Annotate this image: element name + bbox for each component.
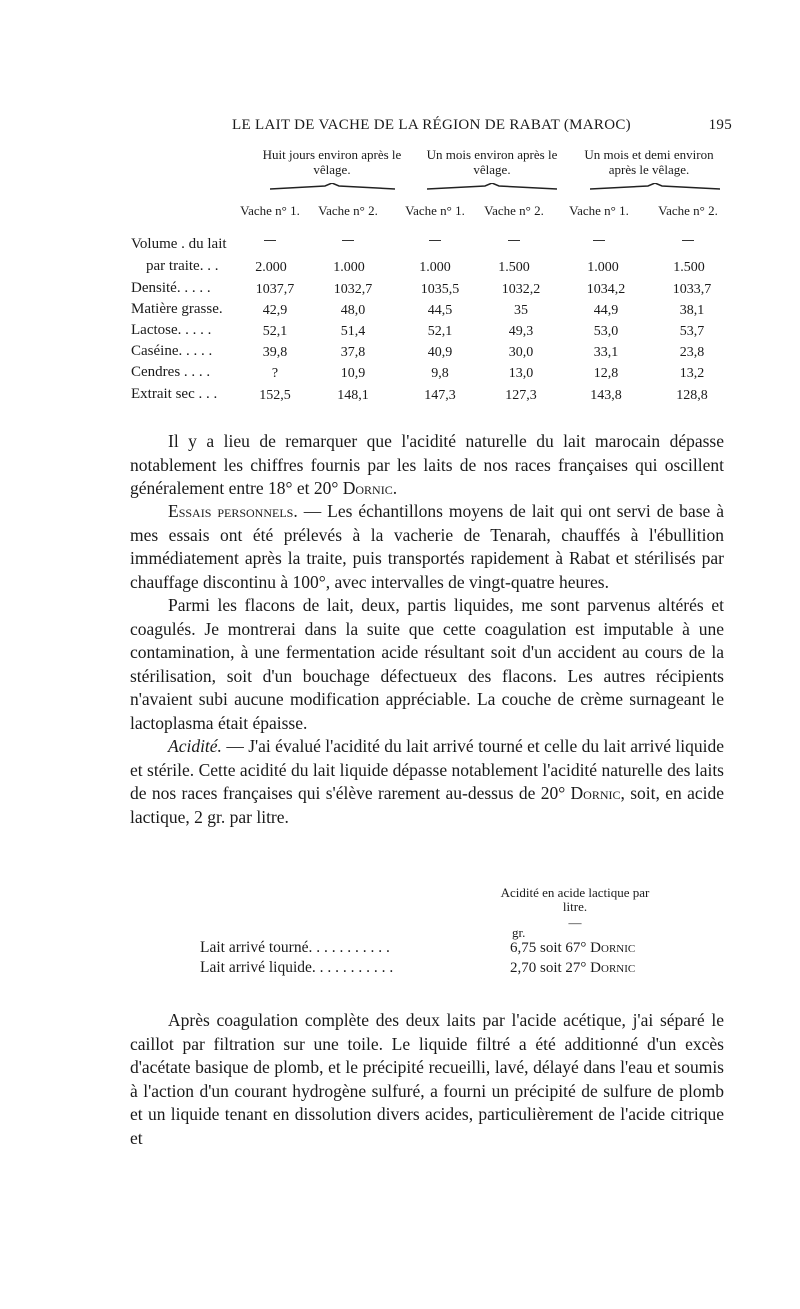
table-cell: 1.000 [333,260,365,275]
column-head-4: Vache n° 2. [484,203,544,218]
column-dash [682,240,694,241]
table-cell: 1.000 [587,260,619,275]
table-cell: 147,3 [424,388,456,403]
paragraph-text: soit, en acide lactique, 2 gr. par litre. [130,783,724,827]
paragraph-text: Après coagulation complète des deux laits par l'acide acétique, j'ai séparé le caillot par filtration sur une toile. Le liquide filtré a été additionné d'un excès d'acétate basique de plomb, et le précipité recueilli, lavé, délayé dans l'eau et soumis à l'action d'un courant hydrogène sulfuré, a fourni un précipité de sulfure de plomb et un liquide tenant en dissolution divers acides, particulièrement de l'acide citrique et [130,1010,724,1148]
page-number: 195 [708,117,732,133]
table-cell: 30,0 [508,345,534,360]
row-label: Caséine. . . . . [131,343,213,359]
acidity-row-value [510,960,635,977]
table-cell: 2.000 [255,260,287,275]
table-cell: ? [271,366,279,381]
row-label: par traite. . . [146,258,219,274]
section-heading: Essais personnels. [168,501,298,521]
table-cell: 127,3 [505,388,537,403]
paragraph-flacons: Parmi les flacons de lait, deux, partis liquides, me sont parvenus altérés et coagulés. Je montrerai dans la suite que cette coagulation est imputable à une contamination, à une fermentation acide résultant soit d'un accident au cours de la stérilisation, soit d'un bouchage défectueux des flacons. Les autres récipients n'avaient subi aucune modification appréciable. La couche de crème surnageant le lactoplasma était épaisse. [130,595,724,733]
paragraph-essais [130,500,724,829]
table-cell: 42,9 [262,303,288,318]
acidity-table-header [490,886,660,930]
group-heading-2: Un mois environ après le vêlage. [426,147,558,177]
brace-icon [590,183,720,191]
table-cell: 48,0 [340,303,366,318]
acidity-row-label: Lait arrivé liquide. . . . . . . . . . . [200,959,394,976]
row-label: Matière grasse. [131,301,223,317]
row-label: Volume . du lait [131,236,227,252]
row-label: Extrait sec . . . [131,386,218,402]
column-dash [593,240,605,241]
acidity-header-text: Acidité en acide lactique par litre. [500,885,650,914]
column-head-3: Vache n° 1. [405,203,465,218]
brace-icon [427,183,557,191]
table-cell: 39,8 [262,345,288,360]
table-cell: 44,9 [593,303,619,318]
table-cell: 52,1 [427,324,453,339]
table-cell: 10,9 [340,366,366,381]
row-label: Lactose. . . . . [131,322,212,338]
table-cell: 44,5 [427,303,453,318]
header-title: LE LAIT DE VACHE DE LA RÉGION DE RABAT (MAROC) [232,117,631,133]
column-head-2: Vache n° 2. [318,203,378,218]
acidity-row-label: Lait arrivé tourné. . . . . . . . . . . [200,939,390,956]
table-cell: 35 [514,303,528,318]
table-cell: 148,1 [337,388,369,403]
table-cell: 40,9 [427,345,453,360]
column-dash [342,240,354,241]
table-cell: 1.000 [419,260,451,275]
table-cell: 38,1 [679,303,705,318]
column-head-1: Vache n° 1. [240,203,300,218]
table-cell: 143,8 [590,388,622,403]
dornic-unit: Dornic [590,940,636,956]
dornic-unit: Dornic, [570,783,625,803]
paragraph-coagulation [130,1009,724,1150]
table-cell: 128,8 [676,388,708,403]
paragraph-text: Il y a lieu de remarquer que l'acidité naturelle du lait marocain dépasse notablement les chiffres fournis par les laits de nos races françaises qui oscillent généralement entre 18° et 20° [130,431,724,498]
acidity-unit: gr. [512,925,526,940]
table-cell: 23,8 [679,345,705,360]
row-label: Densité. . . . . [131,280,211,296]
table-cell: 37,8 [340,345,366,360]
dornic-unit: Dornic. [342,478,398,498]
table-cell: 53,7 [679,324,705,339]
acidity-value: 2,70 soit 27° [510,960,587,976]
subsection-heading: Acidité. [168,736,222,756]
table-cell: 12,8 [593,366,619,381]
table-cell: 1.500 [498,260,530,275]
table-cell: 1035,5 [420,282,460,297]
table-cell: 152,5 [259,388,291,403]
row-label: Cendres . . . . [131,364,211,380]
table-cell: 1.500 [673,260,705,275]
column-dash [264,240,276,241]
table-cell: 33,1 [593,345,619,360]
paragraph-text: — J'ai évalué l'acidité du lait arrivé tourné et celle du lait arrivé liquide et stérile. Cette acidité du lait liquide dépasse notablement l'acidité naturelle des laits de nos races françaises qui s'élève rarement au-dessus de 20° [130,736,724,803]
table-cell: 49,3 [508,324,534,339]
paragraph-text: — Les échantillons moyens de lait qui ont servi de base à mes essais ont été prélevés à la vacherie de Tenarah, chauffés à l'ébullition immédiatement après la traite, puis transportés rapidement à Rabat et stérilisés par chauffage discontinu à 100°, avec intervalles de vingt-quatre heures. [130,501,725,592]
table-cell: 1032,2 [501,282,541,297]
table-cell: 53,0 [593,324,619,339]
table-cell: 1037,7 [255,282,295,297]
group-heading-3: Un mois et demi environ après le vêlage. [584,147,714,177]
brace-icon [270,183,395,191]
table-cell: 13,0 [508,366,534,381]
table-cell: 13,2 [679,366,705,381]
acidity-row-value [510,940,635,957]
column-head-6: Vache n° 2. [658,203,718,218]
column-dash [508,240,520,241]
acidity-dash: — [568,915,582,930]
paragraph-acidity-note [130,430,724,501]
column-head-5: Vache n° 1. [569,203,629,218]
table-cell: 9,8 [431,366,449,381]
acidity-value: 6,75 soit 67° [510,940,587,956]
column-dash [429,240,441,241]
table-cell: 1033,7 [672,282,712,297]
table-cell: 1032,7 [333,282,373,297]
table-cell: 51,4 [340,324,366,339]
dornic-unit: Dornic [590,960,636,976]
group-heading-1: Huit jours environ après le vêlage. [262,147,402,177]
table-cell: 1034,2 [586,282,626,297]
table-cell: 52,1 [262,324,288,339]
